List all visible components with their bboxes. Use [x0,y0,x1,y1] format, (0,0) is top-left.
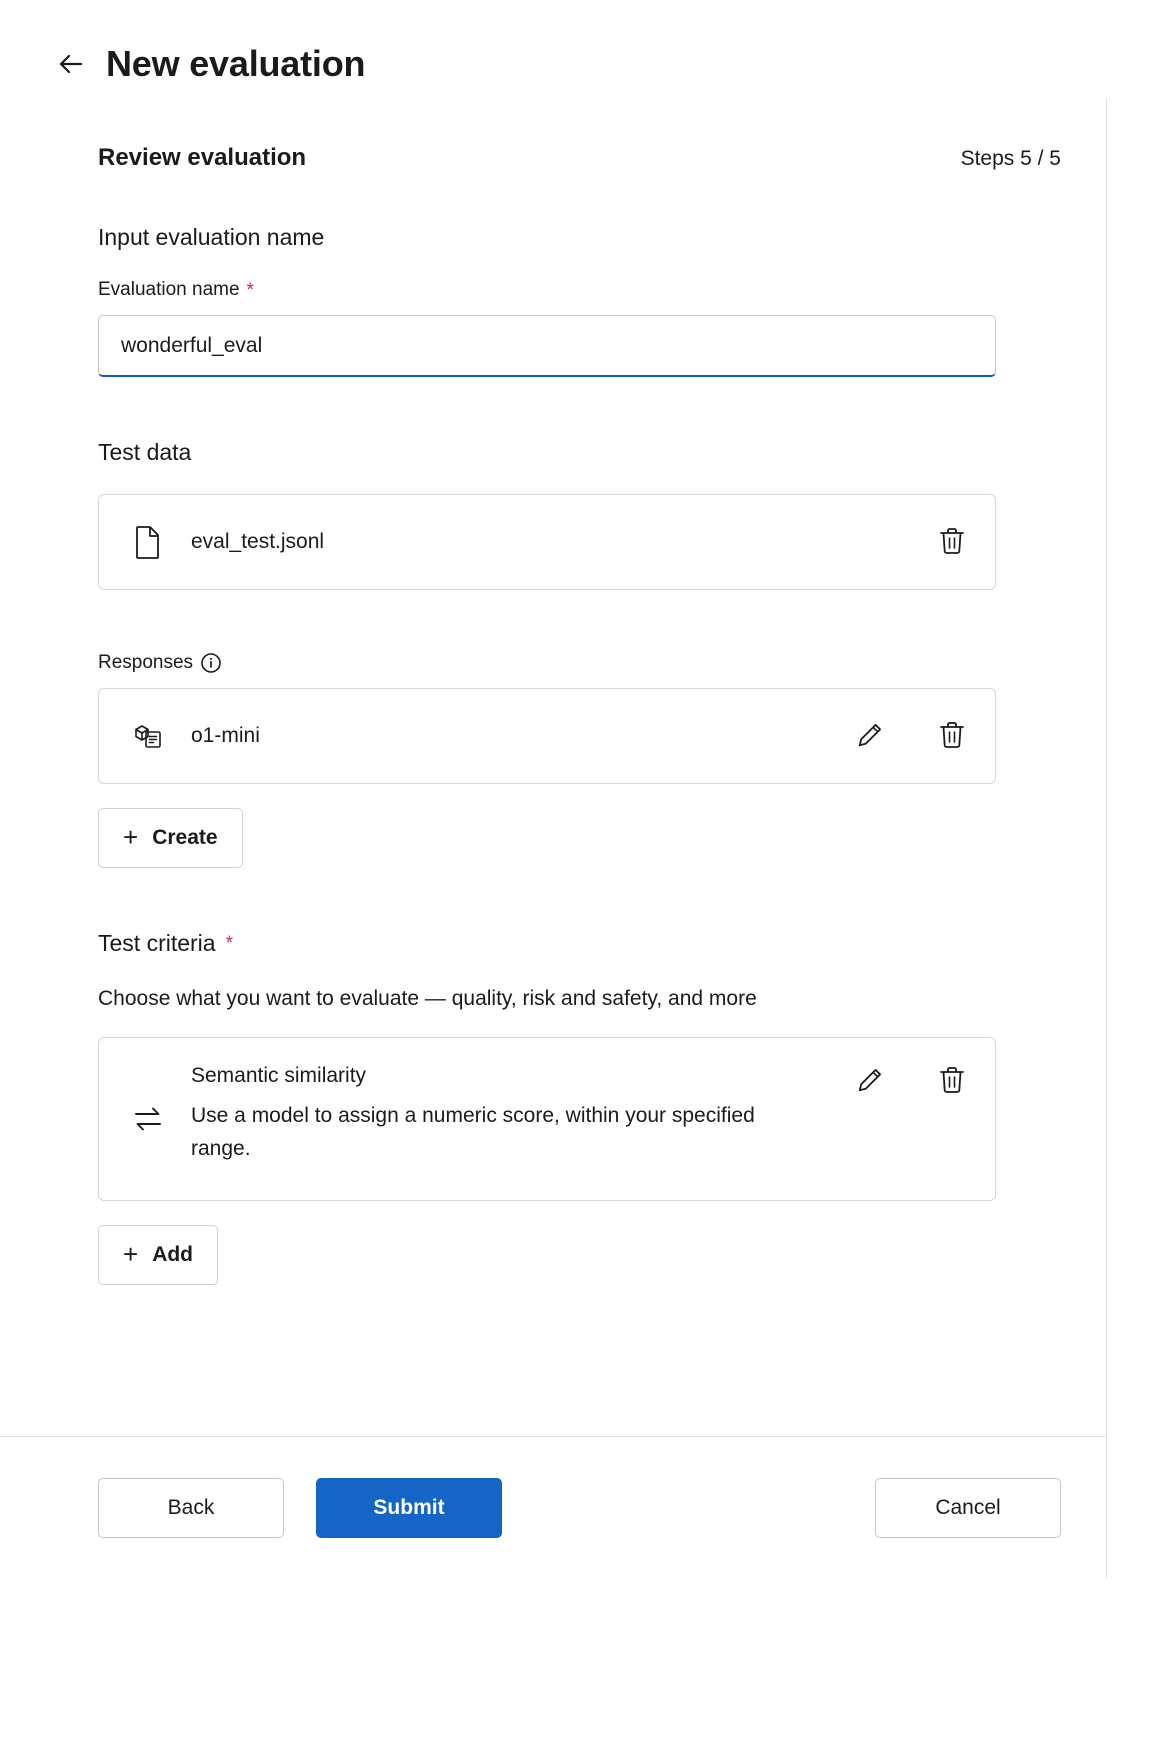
responses-label-text: Responses [98,652,194,673]
evaluation-name-label [98,279,1007,301]
plus-icon: + [123,822,139,852]
test-data-delete-button[interactable] [935,525,969,559]
arrows-exchange-icon [125,1102,171,1136]
pencil-icon [856,721,884,752]
steps-indicator: Steps 5 / 5 [960,147,1061,170]
section-title: Review evaluation [98,144,307,171]
arrow-left-icon [54,47,88,81]
response-model-name: o1-mini [191,724,260,747]
pencil-icon [856,1066,884,1097]
page-header [0,0,1152,98]
model-box-icon [125,720,171,752]
back-button-footer[interactable]: Back [98,1478,284,1538]
plus-icon: + [123,1239,139,1269]
input-name-heading: Input evaluation name [98,224,325,250]
trash-icon [938,720,966,753]
create-response-label: Create [152,826,218,849]
trash-icon [938,1065,966,1098]
response-delete-button[interactable] [935,719,969,753]
add-criteria-button[interactable] [98,1225,218,1285]
test-data-card[interactable] [98,494,996,590]
response-model-card[interactable] [98,688,996,784]
submit-button[interactable]: Submit [316,1478,502,1538]
info-icon[interactable] [200,652,222,674]
responses-label [98,652,1007,674]
test-criteria-description: Use a model to assign a numeric score, within your specified range. [191,1104,755,1160]
test-data-file-name: eval_test.jsonl [191,530,325,553]
test-criteria-helper: Choose what you want to evaluate — quality, risk and safety, and more [98,987,757,1010]
footer-actions [0,1436,1107,1578]
required-asterisk: * [246,279,254,301]
evaluation-panel [0,98,1107,1578]
test-criteria-heading [98,930,1007,957]
test-criteria-name: Semantic similarity [191,1064,367,1087]
test-criteria-title: Test criteria [98,930,216,956]
trash-icon [938,526,966,559]
back-button[interactable] [52,45,90,83]
create-response-button[interactable] [98,808,243,868]
test-criteria-item[interactable] [98,1037,996,1201]
document-icon [125,525,171,559]
evaluation-name-input[interactable] [98,315,996,377]
review-header [98,144,1061,172]
page-title: New evaluation [106,43,366,84]
test-data-heading: Test data [98,439,192,465]
response-edit-button[interactable] [853,719,887,753]
add-criteria-label: Add [152,1243,194,1266]
cancel-button[interactable]: Cancel [875,1478,1061,1538]
test-criteria-edit-button[interactable] [853,1064,887,1098]
test-criteria-delete-button[interactable] [935,1064,969,1098]
evaluation-name-label-text: Evaluation name [98,279,240,300]
required-asterisk: * [225,933,233,954]
